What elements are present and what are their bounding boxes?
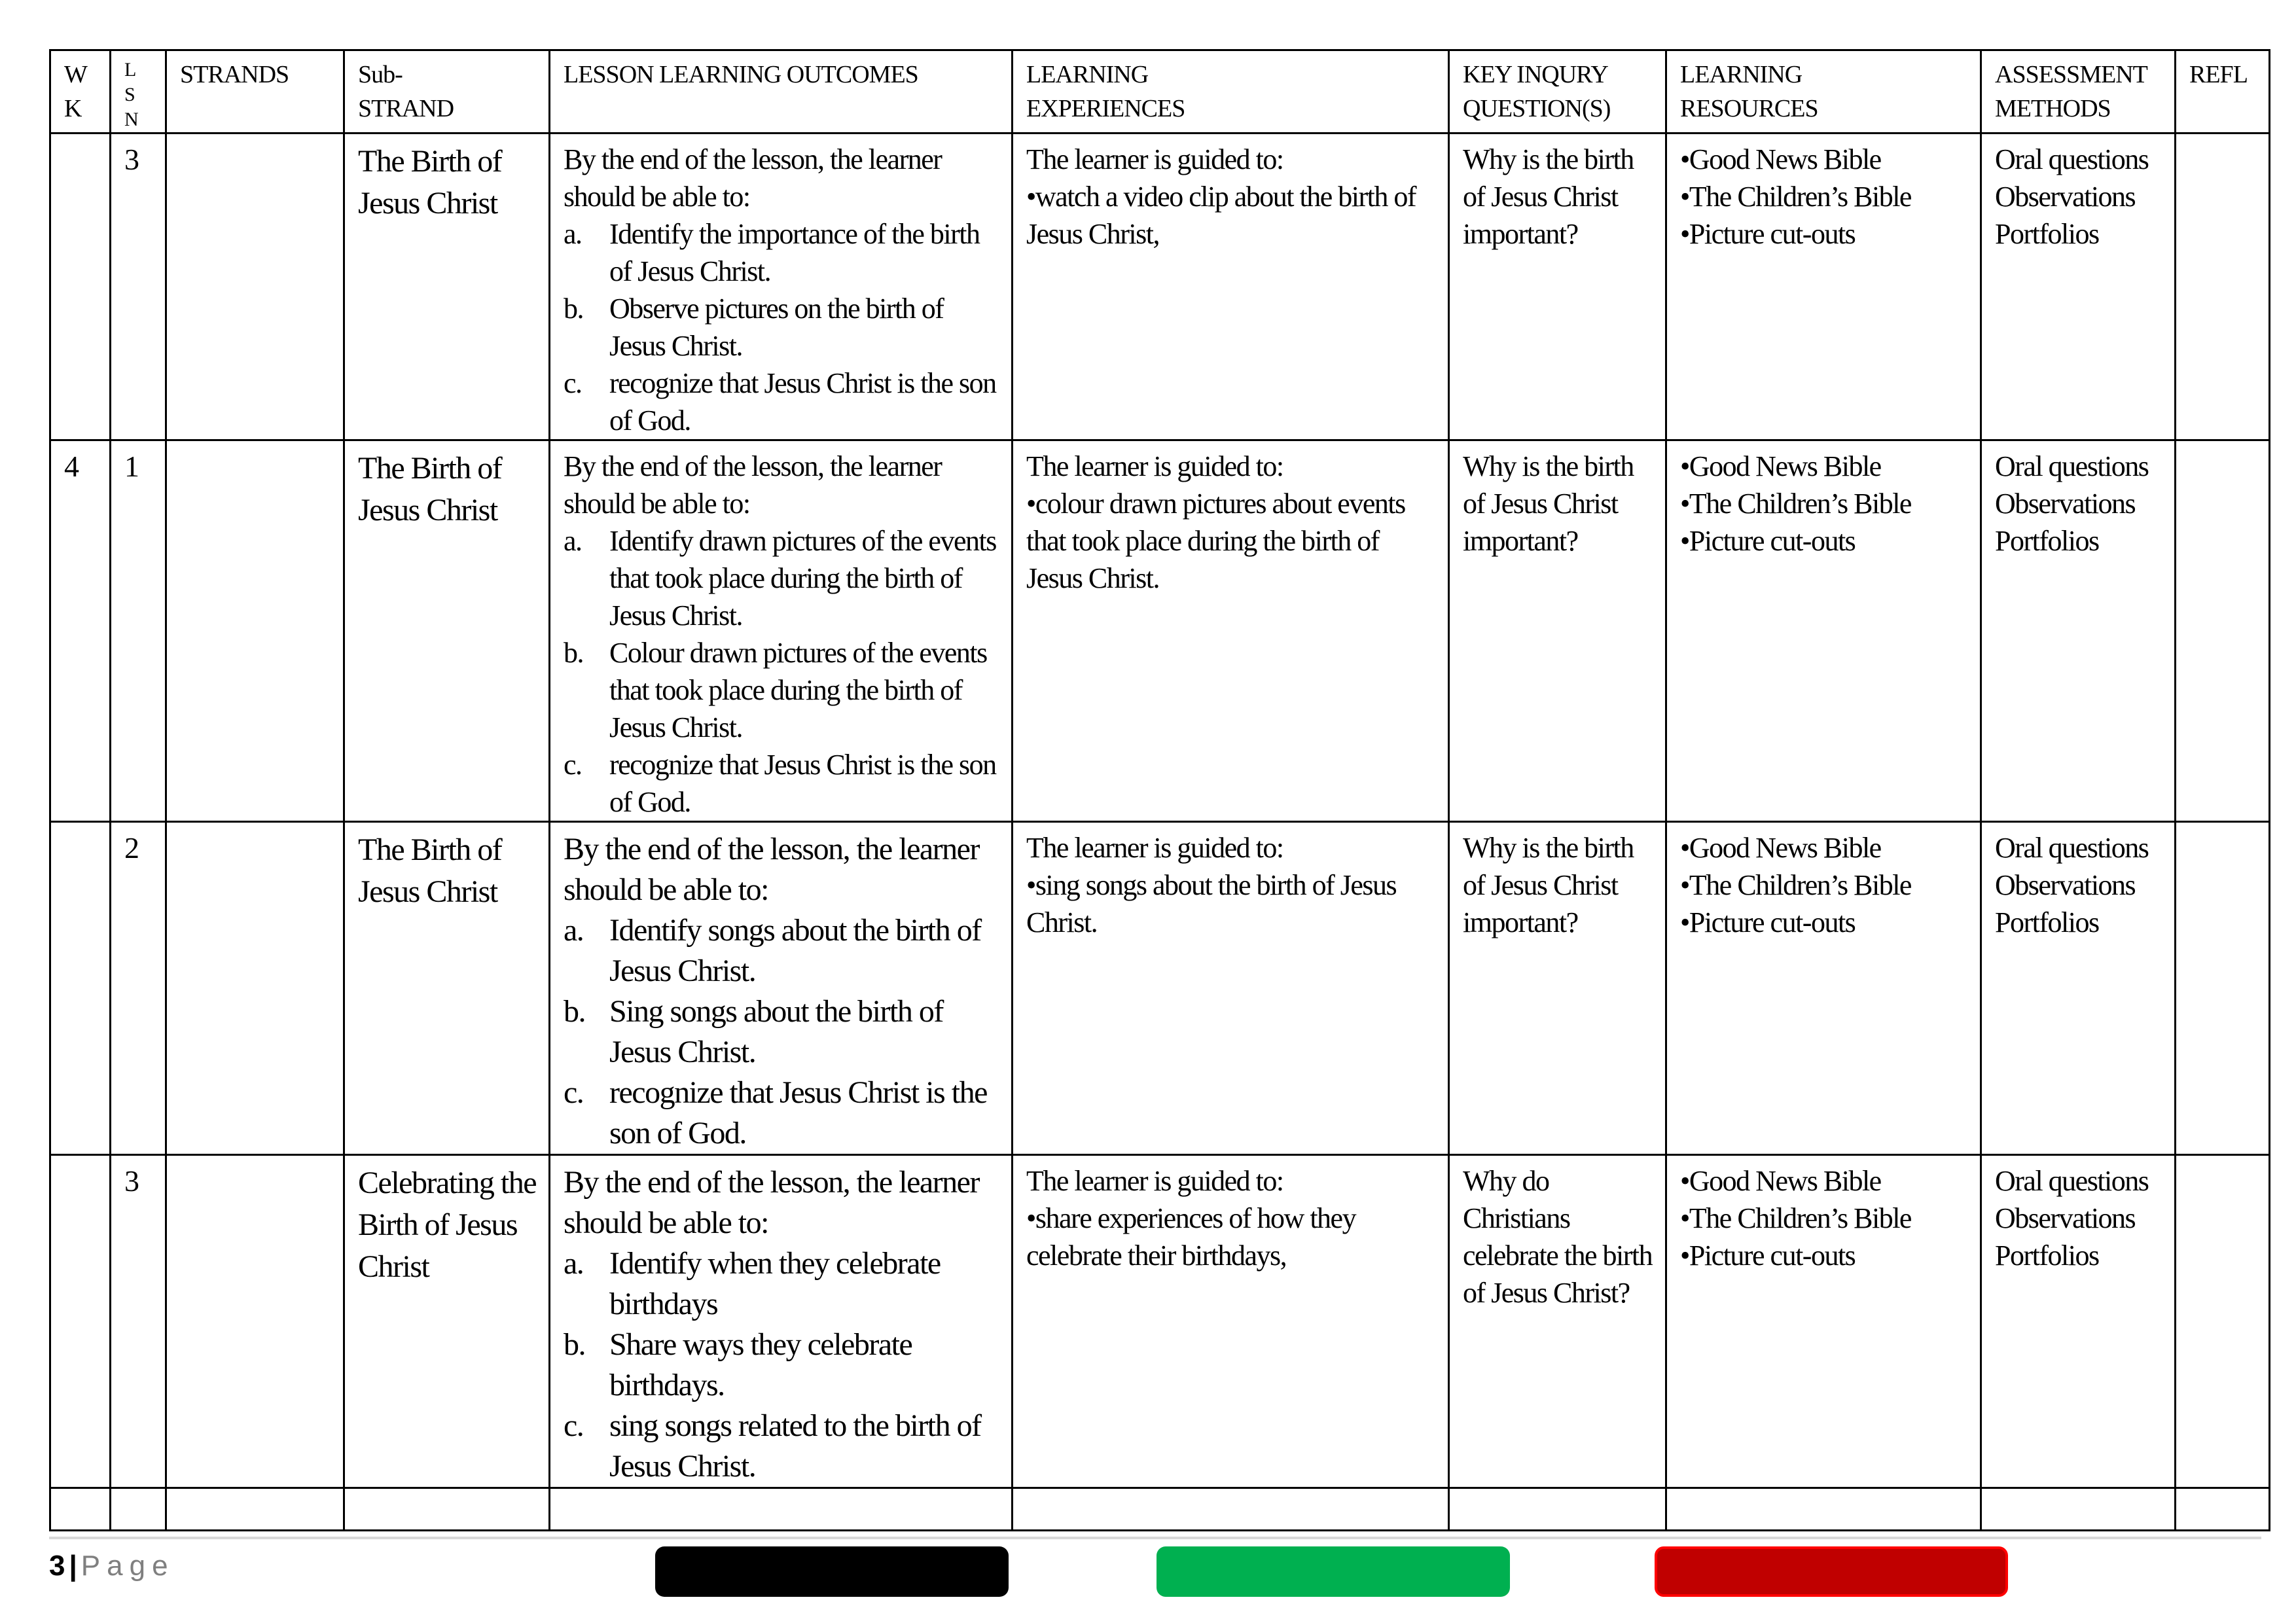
empty-cell[interactable]	[2176, 1488, 2270, 1531]
empty-cell[interactable]	[50, 1488, 111, 1531]
header-experiences: LEARNING EXPERIENCES	[1013, 50, 1449, 134]
header-strands: STRANDS	[166, 50, 344, 134]
experience-item: • share experiences of how they celebrate their birthdays,	[1026, 1200, 1439, 1274]
assessment-cell: Oral questions Observations Portfolios	[1981, 822, 2176, 1155]
resource-item: • The Children’s Bible	[1680, 485, 1971, 522]
sub-strand-cell: The Birth of Jesus Christ	[344, 440, 550, 822]
resource-item: • Picture cut-outs	[1680, 904, 1971, 941]
outcome-item: c. recognize that Jesus Christ is the son of God.	[564, 749, 996, 818]
resource-item: • Good News Bible	[1680, 829, 1971, 866]
inquiry-cell: Why is the birth of Jesus Christ important?	[1449, 134, 1666, 440]
outcome-item: a. Identify songs about the birth of Jesus Christ.	[564, 913, 981, 988]
experiences-cell: The learner is guided to: • sing songs about the birth of Jesus Christ.	[1013, 822, 1449, 1155]
header-inquiry: KEY INQURY QUESTION(S)	[1449, 50, 1666, 134]
resource-item: • Picture cut-outs	[1680, 1237, 1971, 1274]
header-resources: LEARNING RESOURCES	[1666, 50, 1981, 134]
outcomes-intro: By the end of the lesson, the learner should be able to:	[564, 143, 942, 213]
resources-cell	[1666, 440, 1981, 822]
header-sub-strand: Sub- STRAND	[344, 50, 550, 134]
table-row	[50, 440, 2270, 822]
resource-item: • Good News Bible	[1680, 1162, 1971, 1200]
header-outcomes: LESSON LEARNING OUTCOMES	[550, 50, 1013, 134]
outcomes-list	[564, 910, 1002, 1154]
outcomes-cell	[550, 134, 1013, 440]
refl-cell[interactable]	[2176, 822, 2270, 1155]
header-lsn: L S N	[111, 50, 166, 134]
footer-bar-black	[655, 1546, 1009, 1597]
experiences-cell: The learner is guided to: • colour drawn pictures about events that took place during the birth of Jesus Christ.	[1013, 440, 1449, 822]
strand-cell	[166, 440, 344, 822]
sub-strand-cell: The Birth of Jesus Christ	[344, 134, 550, 440]
wk-cell: 4	[50, 440, 111, 822]
outcomes-list	[564, 522, 1002, 821]
outcomes-intro: By the end of the lesson, the learner should be able to:	[564, 1165, 979, 1240]
header-wk: W K	[50, 50, 111, 134]
outcome-item: c. sing songs related to the birth of Jesus Christ.	[564, 1408, 981, 1484]
assessment-cell: Oral questions Observations Portfolios	[1981, 134, 2176, 440]
empty-cell[interactable]	[1013, 1488, 1449, 1531]
outcome-item: b. Sing songs about the birth of Jesus Christ.	[564, 994, 943, 1069]
outcome-item: b. Share ways they celebrate birthdays.	[564, 1327, 912, 1402]
empty-row	[50, 1488, 2270, 1531]
empty-cell[interactable]	[166, 1488, 344, 1531]
outcome-item: b. Colour drawn pictures of the events that took place during the birth of Jesus Christ.	[564, 637, 987, 743]
outcomes-cell	[550, 1155, 1013, 1488]
outcome-item: a. Identify when they celebrate birthdays	[564, 1246, 941, 1321]
footer-bar-red	[1655, 1546, 2008, 1597]
resource-item: • Good News Bible	[1680, 141, 1971, 178]
assessment-cell: Oral questions Observations Portfolios	[1981, 1155, 2176, 1488]
strand-cell	[166, 134, 344, 440]
empty-cell[interactable]	[550, 1488, 1013, 1531]
strand-cell	[166, 1155, 344, 1488]
scheme-of-work-table	[49, 49, 2270, 1531]
resource-item: • The Children’s Bible	[1680, 1200, 1971, 1237]
strand-cell	[166, 822, 344, 1155]
resource-item: • Good News Bible	[1680, 448, 1971, 485]
footer-divider	[49, 1537, 2261, 1539]
wk-cell	[50, 822, 111, 1155]
table-row	[50, 822, 2270, 1155]
sub-strand-cell: Celebrating the Birth of Jesus Christ	[344, 1155, 550, 1488]
empty-cell[interactable]	[344, 1488, 550, 1531]
inquiry-cell: Why is the birth of Jesus Christ important?	[1449, 440, 1666, 822]
header-refl: REFL	[2176, 50, 2270, 134]
empty-cell[interactable]	[1666, 1488, 1981, 1531]
experience-item: • watch a video clip about the birth of Jesus Christ,	[1026, 178, 1439, 253]
outcomes-cell	[550, 440, 1013, 822]
refl-cell[interactable]	[2176, 440, 2270, 822]
wk-cell	[50, 1155, 111, 1488]
outcome-item: c. recognize that Jesus Christ is the son of God.	[564, 367, 996, 437]
page-number: 3 | Page	[49, 1550, 175, 1582]
lsn-cell: 3	[111, 134, 166, 440]
empty-cell[interactable]	[111, 1488, 166, 1531]
experiences-cell: The learner is guided to: • watch a video clip about the birth of Jesus Christ,	[1013, 134, 1449, 440]
lsn-cell: 3	[111, 1155, 166, 1488]
assessment-cell: Oral questions Observations Portfolios	[1981, 440, 2176, 822]
resources-cell	[1666, 1155, 1981, 1488]
resource-item: • The Children’s Bible	[1680, 866, 1971, 904]
resource-item: • Picture cut-outs	[1680, 522, 1971, 560]
resource-item: • Picture cut-outs	[1680, 215, 1971, 253]
empty-cell[interactable]	[1981, 1488, 2176, 1531]
outcome-item: a. Identify the importance of the birth of Jesus Christ.	[564, 218, 980, 287]
table-row	[50, 134, 2270, 440]
refl-cell[interactable]	[2176, 1155, 2270, 1488]
outcome-item: a. Identify drawn pictures of the events that took place during the birth of Jesus Christ.	[564, 525, 996, 632]
header-row	[50, 50, 2270, 134]
resources-cell	[1666, 822, 1981, 1155]
sub-strand-cell: The Birth of Jesus Christ	[344, 822, 550, 1155]
lsn-cell: 1	[111, 440, 166, 822]
outcome-item: c. recognize that Jesus Christ is the son of God.	[564, 1075, 987, 1150]
outcomes-list	[564, 215, 1002, 439]
inquiry-cell: Why is the birth of Jesus Christ important?	[1449, 822, 1666, 1155]
inquiry-cell: Why do Christians celebrate the birth of Jesus Christ?	[1449, 1155, 1666, 1488]
outcome-item: b. Observe pictures on the birth of Jesus Christ.	[564, 293, 944, 362]
outcomes-intro: By the end of the lesson, the learner should be able to:	[564, 832, 979, 907]
lsn-cell: 2	[111, 822, 166, 1155]
experience-item: • sing songs about the birth of Jesus Christ.	[1026, 866, 1439, 941]
footer-bar-green	[1157, 1546, 1510, 1597]
resources-cell	[1666, 134, 1981, 440]
empty-cell[interactable]	[1449, 1488, 1666, 1531]
refl-cell[interactable]	[2176, 134, 2270, 440]
experiences-cell: The learner is guided to: • share experiences of how they celebrate their birthdays,	[1013, 1155, 1449, 1488]
wk-cell	[50, 134, 111, 440]
table-row	[50, 1155, 2270, 1488]
outcomes-intro: By the end of the lesson, the learner should be able to:	[564, 450, 942, 520]
outcomes-list	[564, 1243, 1002, 1487]
header-assessment: ASSESSMENT METHODS	[1981, 50, 2176, 134]
outcomes-cell	[550, 822, 1013, 1155]
resource-item: • The Children’s Bible	[1680, 178, 1971, 215]
experience-item: • colour drawn pictures about events that took place during the birth of Jesus Christ.	[1026, 485, 1439, 597]
